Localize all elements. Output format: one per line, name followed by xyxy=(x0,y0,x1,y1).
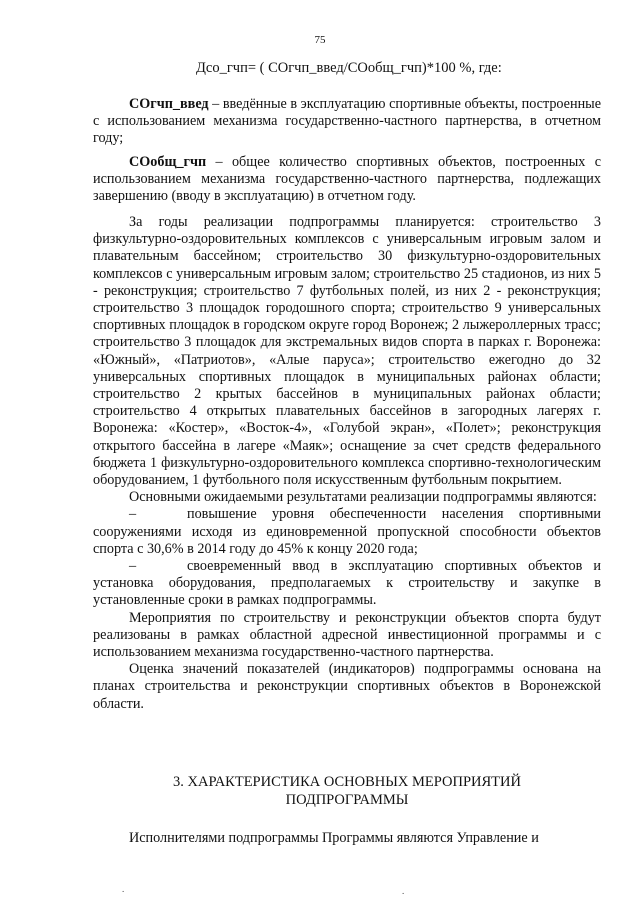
definition-term: СОобщ_гчп xyxy=(129,153,207,170)
definition-item xyxy=(93,154,601,206)
paragraph: За годы реализации подпрограммы планируется: строительство 3 физкультурно-оздоровительных комплексов с универсальным игровым залом и плавательным бассейном; строительство 30 физкультурно-оздоровительных комплексов с универсальным игровым залом; строительство 25 стадионов, из них 5 - реконструкция; строительство 7 футбольных полей, из них 2 - реконструкция; строительство 3 площадок городошного спорта; строительство 9 универсальных спортивных площадок в городском округе город Воронеж; 2 лыжероллерных трасс; строительство 3 площадок для экстремальных видов спорта в парках г. Воронежа: «Южный», «Патриотов», «Алые паруса»; строительство ежегодно до 32 универсальных спортивных площадок в муниципальных районах области; строительство 2 крытых бассейнов в муниципальных районах области; строительство 4 открытых плавательных бассейнов в загородных лагерях г. Воронежа: «Костер», «Восток-4», «Голубой экран», «Полет»; реконструкция открытого бассейна в лагере «Маяк»; оснащение за счет средств федерального бюджета 1 физкультурно-оздоровительного комплекса спортивно-технологическим оборудованием, 1 футбольного поля искусственным футбольным покрытием. xyxy=(93,214,601,489)
definition-text: – общее количество спортивных объектов, построенных с использованием механизма государственно-частного партнерства, подлежащих завершению (вводу в эксплуатацию) в отчетном году. xyxy=(93,153,601,205)
paragraph-start: Исполнителями подпрограммы Программы являются Управление и xyxy=(129,830,539,846)
body-text xyxy=(93,214,601,713)
paragraph: Основными ожидаемыми результатами реализации подпрограммы являются: xyxy=(129,489,597,506)
bullet-text: повышение уровня обеспеченности населения спортивными сооружениями исходя из единовременной пропускной способности объектов спорта с 30,6% в 2014 году до 45% к концу 2020 года; xyxy=(93,506,601,557)
definition-text: – введённые в эксплуатацию спортивные объекты, построенные с использованием механизма государственно-частного партнерства, в отчетном году; xyxy=(93,96,601,147)
bullet-dash: – xyxy=(129,506,137,523)
definitions xyxy=(93,96,601,211)
definition-item xyxy=(93,96,601,148)
scan-speck: . xyxy=(402,886,405,896)
bullet-dash: – xyxy=(129,558,137,575)
section-heading xyxy=(93,773,601,809)
formula: Дсо_гчп= ( СОгчп_введ/СОобщ_гчп)*100 %, где: xyxy=(196,60,502,76)
bullet-item xyxy=(93,558,601,610)
definition-term: СОгчп_введ xyxy=(129,96,209,112)
paragraph: Мероприятия по строительству и реконструкции объектов спорта будут реализованы в рамках областной адресной инвестиционной программы и с использованием механизма государственно-частного партнерства. xyxy=(93,609,601,661)
scan-speck: . xyxy=(122,884,125,894)
bullet-text: своевременный ввод в эксплуатацию спортивных объектов и установка оборудования, предполагаемых к строительству и закупке в установленные сроки в рамках подпрограммы. xyxy=(93,558,601,609)
bullet-item xyxy=(93,506,601,558)
page-number: 75 xyxy=(314,34,326,46)
paragraph: Оценка значений показателей (индикаторов) подпрограммы основана на планах строительства и реконструкции спортивных объектов в Воронежской области. xyxy=(93,661,601,712)
heading-line: 3. ХАРАКТЕРИСТИКА ОСНОВНЫХ МЕРОПРИЯТИЙ xyxy=(173,774,521,790)
heading-line: ПОДПРОГРАММЫ xyxy=(285,792,409,808)
